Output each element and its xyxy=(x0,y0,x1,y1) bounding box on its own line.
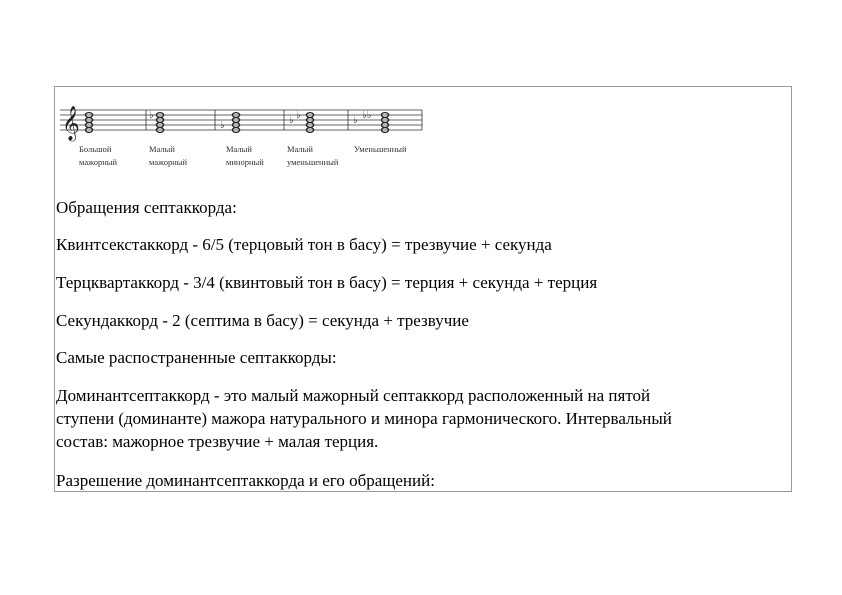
text-quintsextachord: Квинтсекстаккорд - 6/5 (терцовый тон в басу) = трезвучие + секунда xyxy=(56,235,552,254)
chord-label-2b: мажорный xyxy=(149,157,188,167)
chord-label-5a: Уменьшенный xyxy=(354,144,407,154)
flat-icons xyxy=(149,110,372,131)
svg-text:♭♭: ♭♭ xyxy=(362,110,372,121)
svg-text:♭: ♭ xyxy=(149,110,154,121)
chord-label-4b: уменьшенный xyxy=(287,157,339,167)
text-inversions-heading: Обращения септаккорда: xyxy=(56,198,237,217)
text-secundachord: Секундаккорд - 2 (септима в басу) = секунда + трезвучие xyxy=(56,311,469,330)
chord-label-1a: Большой xyxy=(79,144,112,154)
music-staff xyxy=(60,100,426,172)
text-dominant-seventh-2: ступени (доминанте) мажора натурального и минора гармонического. Интервальный xyxy=(56,409,672,428)
staff-svg xyxy=(60,100,426,146)
chord-label-1b: мажорный xyxy=(79,157,118,167)
text-resolution-heading: Разрешение доминантсептаккорда и его обращений: xyxy=(56,471,435,490)
svg-text:♭: ♭ xyxy=(296,110,301,121)
treble-clef-icon: 𝄞 xyxy=(62,106,80,141)
chord-label-3b: минорный xyxy=(226,157,264,167)
text-dominant-seventh-1: Доминантсептаккорд - это малый мажорный септаккорд расположенный на пятой xyxy=(56,386,651,405)
chord-label-4a: Малый xyxy=(287,144,313,154)
svg-text:♭: ♭ xyxy=(289,115,294,126)
chord-notes xyxy=(85,113,388,133)
svg-text:♭: ♭ xyxy=(220,120,225,131)
chord-label-2a: Малый xyxy=(149,144,175,154)
text-dominant-seventh-3: состав: мажорное трезвучие + малая терция. xyxy=(56,432,379,451)
text-tertsquartachord: Терцквартаккорд - 3/4 (квинтовый тон в басу) = терция + секунда + терция xyxy=(56,273,598,292)
chord-label-3a: Малый xyxy=(226,144,252,154)
text-common-seventh-chords: Самые распостраненные септаккорды: xyxy=(56,348,337,367)
svg-text:♭: ♭ xyxy=(353,115,358,126)
